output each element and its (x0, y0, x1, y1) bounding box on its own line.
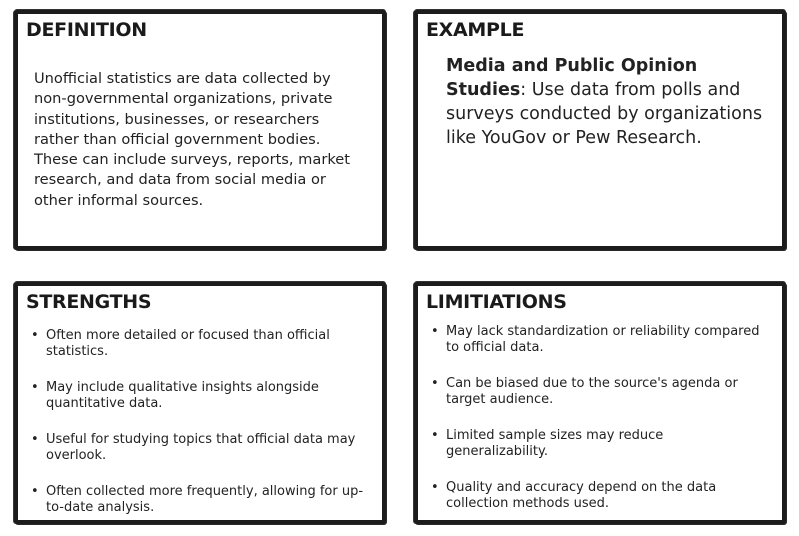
bullet-icon: • (31, 484, 39, 499)
strengths-item-text: Often collected more frequently, allowing for up-to-date analysis. (46, 484, 364, 515)
bullet-icon: • (431, 376, 439, 391)
strengths-list (28, 328, 368, 536)
bullet-icon: • (31, 432, 39, 447)
limitations-item (428, 324, 768, 355)
definition-card (14, 10, 386, 250)
bullet-icon: • (431, 324, 439, 339)
definition-text: Unofficial statistics are data collected by non-governmental organizations, private institutions, businesses, or researchers rather than official government bodies. These can include surveys, reports, market research, and data from social media or other informal sources. (34, 70, 350, 209)
limitations-item-text: Quality and accuracy depend on the data collection methods used. (446, 480, 717, 511)
strengths-title: STRENGTHS (26, 291, 152, 313)
example-card (414, 10, 786, 250)
strengths-item-text: Useful for studying topics that official data may overlook. (46, 432, 356, 463)
limitations-item (428, 480, 768, 511)
strengths-item (28, 328, 368, 359)
example-colon: : (520, 80, 527, 100)
limitations-card (414, 282, 786, 524)
example-title: EXAMPLE (426, 19, 525, 41)
example-text: Use data from polls and surveys conducted by organizations like YouGov or Pew Research. (446, 80, 763, 148)
limitations-item-text: Can be biased due to the source's agenda or target audience. (446, 376, 738, 407)
strengths-card (14, 282, 386, 524)
limitations-item (428, 376, 768, 407)
limitations-list (428, 324, 768, 532)
strengths-item (28, 484, 368, 515)
strengths-item-text: Often more detailed or focused than official statistics. (46, 328, 330, 359)
limitations-title: LIMITIATIONS (426, 291, 567, 313)
definition-title: DEFINITION (26, 19, 147, 41)
example-body (446, 54, 776, 150)
example-heading: Media and Public Opinion Studies (446, 56, 698, 100)
strengths-item-text: May include qualitative insights alongside quantitative data. (46, 380, 319, 411)
strengths-item (28, 432, 368, 463)
bullet-icon: • (431, 428, 439, 443)
limitations-item-text: May lack standardization or reliability compared to official data. (446, 324, 760, 355)
bullet-icon: • (31, 380, 39, 395)
bullet-icon: • (31, 328, 39, 343)
strengths-item (28, 380, 368, 411)
limitations-item (428, 428, 768, 459)
bullet-icon: • (431, 480, 439, 495)
limitations-item-text: Limited sample sizes may reduce generalizability. (446, 428, 664, 459)
